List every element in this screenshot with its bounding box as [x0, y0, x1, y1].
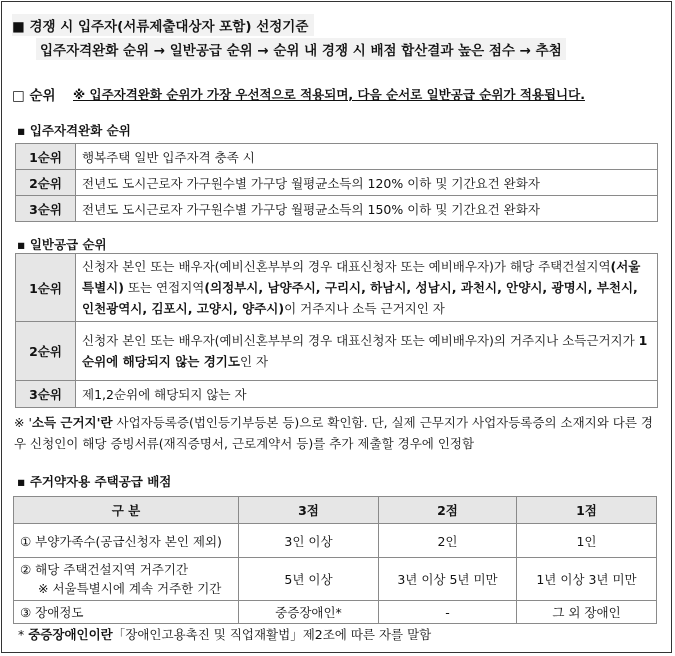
header-category: 구 분	[14, 497, 239, 524]
table-row	[14, 558, 657, 601]
relaxed-heading: ▪ 입주자격완화 순위	[17, 123, 131, 138]
table-row	[16, 254, 658, 322]
rank-label: 2순위	[16, 170, 76, 196]
note-bold: 소득 근거지'란	[31, 415, 113, 430]
text-bold: (의정부시, 남양주시, 구리시, 하남시, 성남시, 과천시, 안양시, 광명시, 부천시, 인천광역시, 김포시, 고양시, 양주시)	[82, 280, 638, 316]
rank-label: 1순위	[16, 254, 76, 322]
rank-text	[76, 254, 658, 322]
score-1pt: 1년 이상 3년 미만	[517, 558, 657, 601]
text-part: 인 자	[239, 354, 269, 369]
rank-label: 2순위	[16, 322, 76, 381]
rank-note: ※ 입주자격완화 순위가 가장 우선적으로 적용되며, 다음 순서로 일반공급 순위가 적용됩니다.	[73, 87, 585, 102]
score-3pt: 3인 이상	[239, 524, 379, 558]
text-part: 신청자 본인 또는 배우자(예비신혼부부의 경우 대표신청자 또는 예비배우자)의 거주지나 소득근거지가	[82, 333, 639, 348]
footnote-text: 「장애인고용촉진 및 직업재활법」제2조에 따른 자를 말함	[112, 627, 432, 642]
footnote-bold: 중증장애인이란	[28, 627, 113, 642]
table-row	[16, 196, 658, 222]
score-1pt: 그 외 장애인	[517, 601, 657, 624]
table-row	[16, 322, 658, 381]
note-prefix: ※ '	[14, 415, 32, 430]
disability-footnote	[18, 625, 431, 643]
score-1pt: 1인	[517, 524, 657, 558]
rank-text	[76, 322, 658, 381]
score-item-main: ② 해당 주택건설지역 거주기간	[20, 562, 189, 577]
score-item: ③ 장애정도	[14, 601, 239, 624]
rank-text: 전년도 도시근로자 가구원수별 가구당 월평균소득의 150% 이하 및 기간요건 완화자	[76, 196, 658, 222]
general-heading: ▪ 일반공급 순위	[17, 237, 107, 252]
score-2pt: -	[379, 601, 517, 624]
table-row	[16, 170, 658, 196]
rank-heading: □ 순위	[12, 88, 56, 104]
scoring-heading: ▪ 주거약자용 주택공급 배점	[17, 474, 172, 489]
header-2pt: 2점	[379, 497, 517, 524]
relaxed-rank-table	[15, 143, 658, 222]
table-row	[16, 144, 658, 170]
score-item-sub: ※ 서울특별시에 계속 거주한 기간	[38, 581, 222, 596]
text-part: 이 거주지나 소득 근거지인 자	[284, 301, 445, 316]
score-3pt: 중증장애인*	[239, 601, 379, 624]
table-row	[16, 381, 658, 408]
general-rank-table	[15, 253, 658, 408]
score-item	[14, 558, 239, 601]
header-3pt: 3점	[239, 497, 379, 524]
header-1pt: 1점	[517, 497, 657, 524]
rank-label: 3순위	[16, 381, 76, 408]
rank-label: 3순위	[16, 196, 76, 222]
note-text: 사업자등록증(법인등기부등본 등)으로 확인함. 단, 실제 근무지가 사업자등록증의 소재지와 다른 경우 신청인이 해당 증빙서류(재직증명서, 근로계약서 등)를 추가 제출할 경우에 인정함	[14, 415, 653, 451]
score-3pt: 5년 이상	[239, 558, 379, 601]
table-header-row	[14, 497, 657, 524]
text-part: 신청자 본인 또는 배우자(예비신혼부부의 경우 대표신청자 또는 예비배우자)가 해당 주택건설지역	[82, 259, 611, 274]
section-title: ■ 경쟁 시 입주자(서류제출대상자 포함) 선정기준	[12, 14, 314, 36]
selection-flow: 입주자격완화 순위 → 일반공급 순위 → 순위 내 경쟁 시 배점 합산결과 높은 점수 → 추첨	[36, 38, 566, 60]
text-part: 또는 연접지역	[123, 280, 205, 295]
table-row	[14, 601, 657, 624]
text-bold: (서울특별시)	[82, 259, 641, 295]
rank-text: 전년도 도시근로자 가구원수별 가구당 월평균소득의 120% 이하 및 기간요건 완화자	[76, 170, 658, 196]
table-row	[14, 524, 657, 558]
score-2pt: 3년 이상 5년 미만	[379, 558, 517, 601]
income-base-note	[14, 412, 664, 454]
scoring-table	[13, 496, 657, 624]
rank-text: 행복주택 일반 입주자격 충족 시	[76, 144, 658, 170]
rank-text: 제1,2순위에 해당되지 않는 자	[76, 381, 658, 408]
footnote-prefix: *	[18, 627, 29, 642]
score-item: ① 부양가족수(공급신청자 본인 제외)	[14, 524, 239, 558]
text-bold: 1순위에 해당되지 않는 경기도	[82, 333, 648, 369]
rank-label: 1순위	[16, 144, 76, 170]
score-2pt: 2인	[379, 524, 517, 558]
